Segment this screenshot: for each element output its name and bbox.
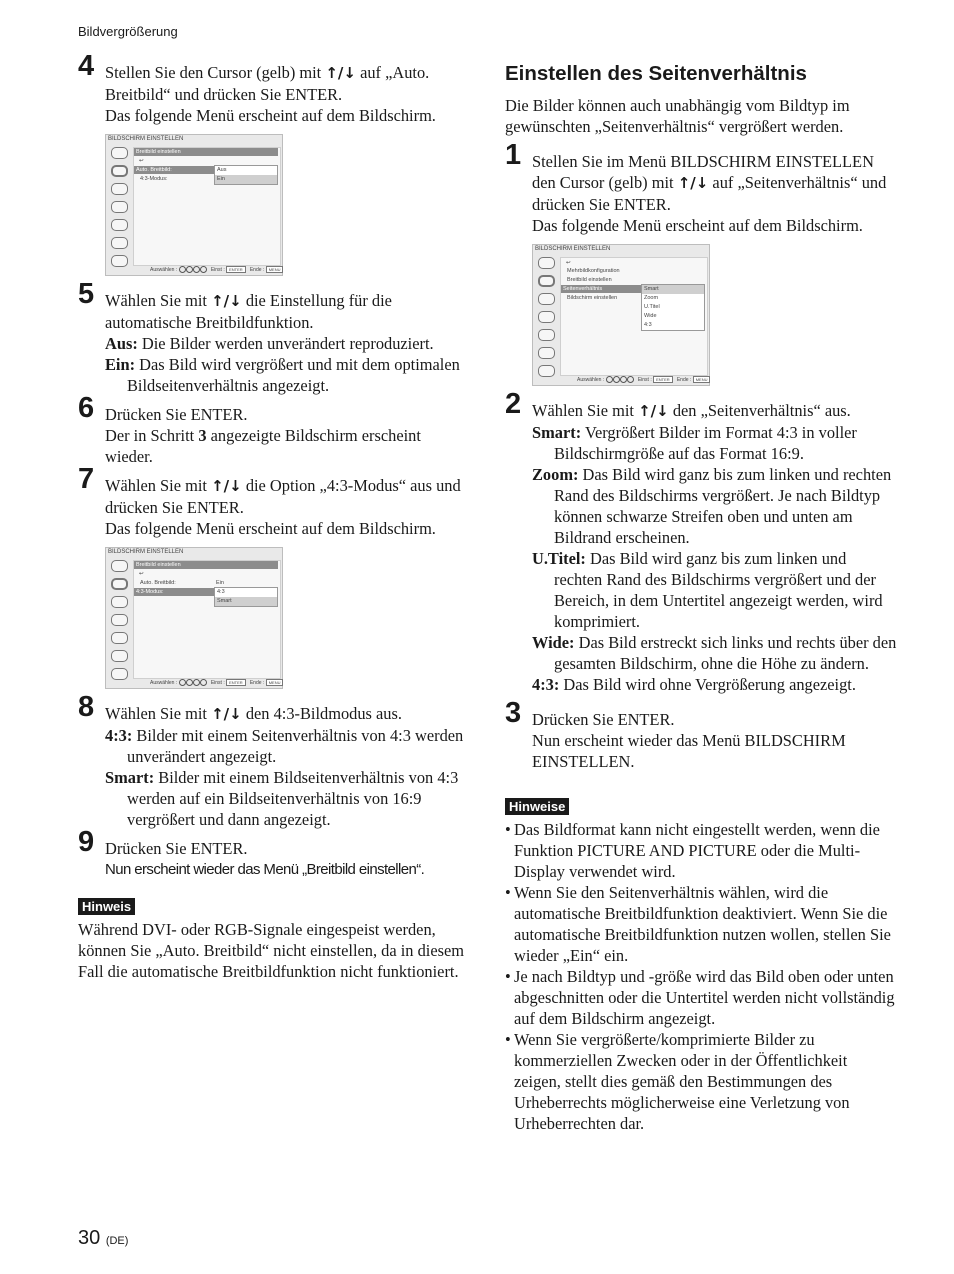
back-icon: ↩	[139, 158, 144, 164]
note-bullet: • Wenn Sie vergrößerte/komprimierte Bilder zu kommerziellen Zwecken oder in der Öffentlichkeit zeigen, stellt dies gemäß den Bestimmungen des Urheberrechts möglicherweise eine Verletzung von Urheberrechten dar.	[505, 1029, 897, 1134]
menu-category-icon	[538, 293, 555, 305]
up-down-arrows-icon: ↑/↓	[325, 64, 356, 82]
step-4: 4 Stellen Sie den Cursor (gelb) mit ↑/↓ auf „Auto. Breitbild“ und drücken Sie ENTER. Das folgende Menü erscheint auf dem Bildschirm.	[78, 50, 436, 125]
menu-icon-column	[108, 147, 132, 273]
option-description: Wide: Das Bild erstreckt sich links und rechts über den gesamten Bildschirm, ohne die Höhe zu ändern.	[532, 633, 897, 673]
step-9: 9 Drücken Sie ENTER. Nun erscheint wieder das Menü „Breitbild einstellen“.	[78, 826, 425, 878]
up-down-arrows-icon: ↑/↓	[211, 477, 242, 495]
note-text: Während DVI- oder RGB-Signale eingespeist werden, können Sie „Auto. Breitbild“ nicht einstellen, da in diesem Fall die automatische Breitbildfunktion nicht funktioniert.	[78, 920, 465, 981]
menu-category-icon	[111, 201, 128, 213]
option-description: Smart: Vergrößert Bilder im Format 4:3 in voller Bildschirmgröße auf das Format 16:9.	[532, 423, 857, 463]
step-1: 1 Stellen Sie im Menü BILDSCHIRM EINSTELLEN den Cursor (gelb) mit ↑/↓ auf „Seitenverhältnis“ und drücken Sie ENTER. Das folgende Menü erscheint auf dem Bildschirm.	[505, 139, 887, 235]
menu-category-icon	[538, 275, 555, 287]
back-icon: ↩	[566, 260, 571, 266]
section-intro: Die Bilder können auch unabhängig vom Bildtyp im gewünschten „Seitenverhältnis“ vergrößert werden.	[505, 96, 850, 136]
note-tag: Hinweis	[78, 898, 135, 915]
step-number: 3	[505, 697, 522, 729]
menu-category-icon	[111, 147, 128, 159]
menu-category-icon	[111, 183, 128, 195]
menu-category-icon	[111, 596, 128, 608]
option-description: 4:3: Das Bild wird ohne Vergrößerung angezeigt.	[532, 675, 856, 694]
menu-category-icon	[111, 632, 128, 644]
back-icon: ↩	[139, 571, 144, 577]
menu-category-icon	[111, 614, 128, 626]
note-bullet: • Wenn Sie den Seitenverhältnis wählen, wird die automatische Breitbildfunktion deaktiviert. Wenn Sie die automatische Breitbildfunktion nutzen wollen, stellen Sie wieder „Ein“ ein.	[505, 882, 897, 966]
step-number: 7	[78, 463, 95, 495]
option-description: Zoom: Das Bild wird ganz bis zum linken und rechten Rand des Bildschirms vergrößert. Je nach Bildtyp können schwarze Streifen oben und unten am Bildrand erscheinen.	[532, 465, 892, 547]
step-number: 9	[78, 826, 95, 858]
menu-category-icon	[538, 347, 555, 359]
option-description: U.Titel: Das Bild wird ganz bis zum linken und rechten Rand des Bildschirms vergrößert und der Bereich, in dem Untertitel angezeigt werden, wird komprimiert.	[532, 549, 883, 631]
step-5: 5 Wählen Sie mit ↑/↓ die Einstellung für die automatische Breitbildfunktion. Aus: Die Bilder werden unverändert reproduziert. Ein: Das Bild wird vergrößert und mit dem optimalen Bildseitenverhältnis angezeigt.	[78, 278, 460, 395]
up-down-arrows-icon: ↑/↓	[211, 705, 242, 723]
menu-icon-column	[108, 560, 132, 686]
menu-category-icon	[111, 165, 128, 177]
step-number: 2	[505, 388, 522, 420]
options-dropdown: 4:3 Smart	[214, 587, 278, 607]
menu-footer: Auswählen : Einst : ENTER Ende : MENU	[577, 376, 710, 383]
right-column	[505, 62, 897, 1134]
step-3: 3 Drücken Sie ENTER. Nun erscheint wieder das Menü BILDSCHIRM EINSTELLEN.	[505, 697, 846, 771]
left-column	[78, 50, 470, 982]
note-bullet: • Je nach Bildtyp und -größe wird das Bild oben oder unten abgeschnitten oder die Untertitel werden nicht vollständig auf dem Bildschirm angezeigt.	[505, 966, 897, 1029]
step-number: 1	[505, 139, 522, 171]
step-number: 4	[78, 50, 95, 82]
section-title: Einstellen des Seitenverhältnis	[505, 62, 807, 85]
up-down-arrows-icon: ↑/↓	[638, 402, 669, 420]
options-dropdown: Aus Ein	[214, 165, 278, 185]
notes-tag: Hinweise	[505, 798, 569, 815]
menu-icon-column	[535, 257, 559, 383]
step-number: 6	[78, 392, 95, 424]
menu-category-icon	[111, 650, 128, 662]
up-down-arrows-icon: ↑/↓	[677, 174, 709, 192]
menu-category-icon	[111, 578, 128, 590]
menu-category-icon	[111, 668, 128, 680]
menu-footer: Auswählen : Einst : ENTER Ende : MENU	[150, 266, 283, 273]
menu-footer: Auswählen : Einst : ENTER Ende : MENU	[150, 679, 283, 686]
step-6: 6 Drücken Sie ENTER. Der in Schritt 3 angezeigte Bildschirm erscheint wieder.	[78, 392, 421, 466]
step-8: 8 Wählen Sie mit ↑/↓ den 4:3-Bildmodus aus. 4:3: Bilder mit einem Seitenverhältnis von 4:3 werden unverändert angezeigt. Smart: Bilder mit einem Bildseitenverhältnis von 4:3 werden auf ein Bildseitenverhältnis von 16:9 vergrößert und dann angezeigt.	[78, 691, 464, 829]
up-down-arrows-icon: ↑/↓	[211, 292, 242, 310]
menu-screenshot-43-modus: BILDSCHIRM EINSTELLEN Breitbild einstellen ↩ Auto. Breitbild: Ein 4:3-Modus: 4:3 Smart Auswählen : Einst : ENTER Ende : MENU	[105, 547, 283, 689]
menu-screenshot-seitenverhaeltnis: BILDSCHIRM EINSTELLEN ↩ Mehrbildkonfiguration Breitbild einstellen Seitenverhältnis Bildschirm einstellen Smart Zoom U.Titel Wide 4:3 Auswählen : Einst : ENTER Ende : MENU	[532, 244, 710, 386]
step-7: 7 Wählen Sie mit ↑/↓ die Option „4:3-Modus“ aus und drücken Sie ENTER. Das folgende Menü erscheint auf dem Bildschirm.	[78, 463, 461, 538]
step-number: 8	[78, 691, 95, 723]
menu-category-icon	[111, 237, 128, 249]
page-number: 30 (DE)	[78, 1227, 129, 1249]
menu-category-icon	[111, 219, 128, 231]
menu-category-icon	[111, 255, 128, 267]
note-bullet: • Das Bildformat kann nicht eingestellt werden, wenn die Funktion PICTURE AND PICTURE oder die Multi-Display verwendet wird.	[505, 819, 897, 882]
menu-category-icon	[538, 257, 555, 269]
options-dropdown: Smart Zoom U.Titel Wide 4:3	[641, 284, 705, 331]
menu-category-icon	[538, 365, 555, 377]
menu-category-icon	[538, 311, 555, 323]
menu-screenshot-breitbild: BILDSCHIRM EINSTELLEN Breitbild einstellen ↩ Auto. Breitbild: 4:3-Modus: Aus Ein Auswählen : Einst : ENTER Ende : MENU	[105, 134, 283, 276]
menu-category-icon	[111, 560, 128, 572]
step-2: 2 Wählen Sie mit ↑/↓ den „Seitenverhältnis“ aus. Smart: Vergrößert Bilder im Format 4:3 in voller Bildschirmgröße auf das Format 16:9. Zoom: Das Bild wird ganz bis zum linken und rechten Rand des Bildschirms vergrößert. Je nach Bildtyp können schwarze Streifen oben und unten am Bildrand erscheinen. U.Titel: Das Bild wird ganz bis zum linken und rechten Rand des Bildschirms vergrößert und der Bereich, in dem Untertitel angezeigt werden, wird komprimiert. Wide: Das Bild erstreckt sich links und rechts über den gesamten Bildschirm, ohne die Höhe zu ändern. 4:3: Das Bild wird ohne Vergrößerung angezeigt.	[505, 388, 897, 694]
menu-category-icon	[538, 329, 555, 341]
running-header: Bildvergrößerung	[78, 24, 178, 39]
step-number: 5	[78, 278, 95, 310]
